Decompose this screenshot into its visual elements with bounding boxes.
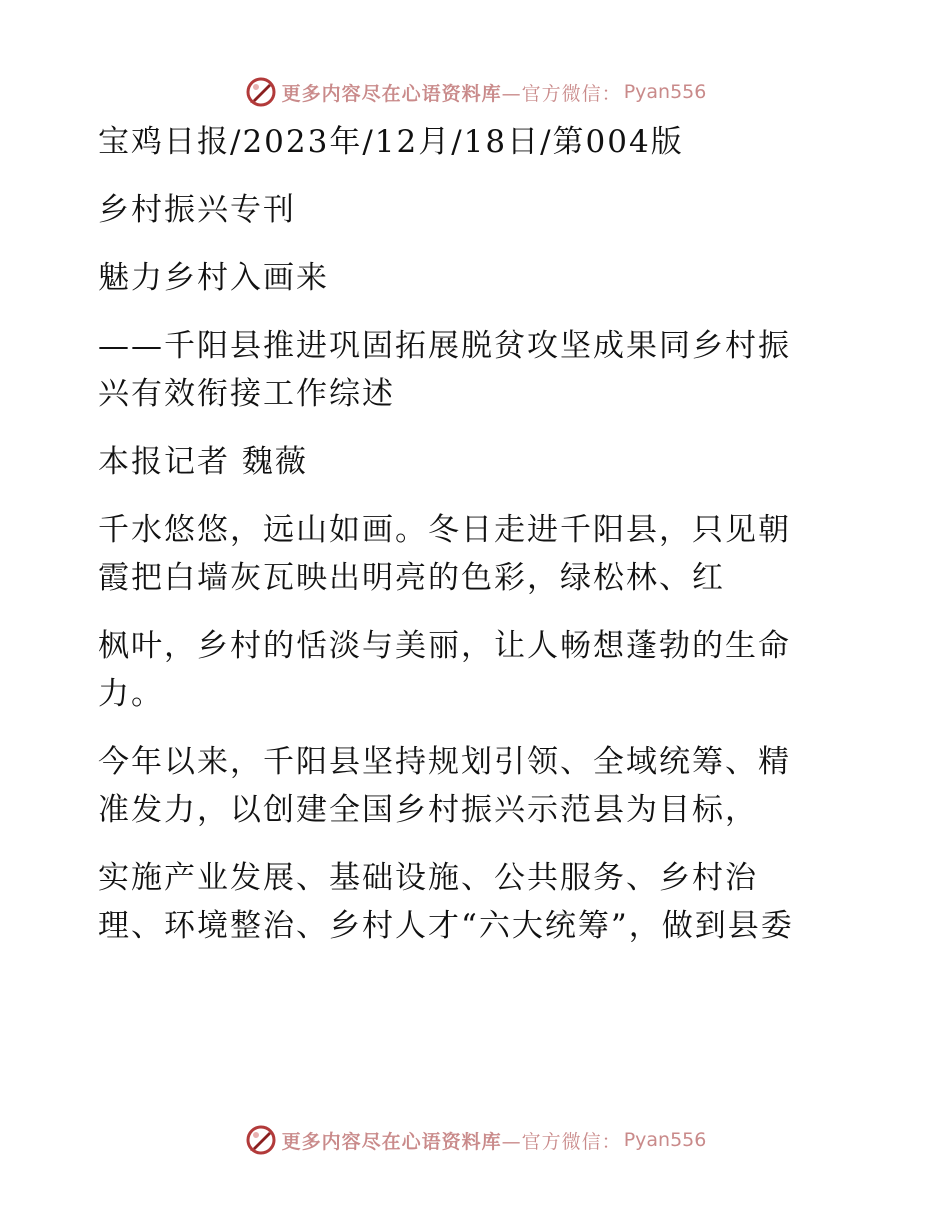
text-line: ——千阳县推进巩固拓展脱贫攻坚成果同乡村振 (98, 328, 791, 364)
watermark-wechat-id: Pyan556 (623, 1129, 707, 1151)
paragraph (98, 118, 858, 166)
text-line: 魅力乡村入画来 (98, 260, 329, 296)
paragraph (98, 506, 858, 602)
text-line: 实施产业发展、基础设施、公共服务、乡村治 (98, 860, 758, 896)
text-line: 乡村振兴专刊 (98, 192, 296, 228)
text-line: 兴有效衔接工作综述 (98, 376, 395, 412)
text-line: 宝鸡日报/2023年/12月/18日/第004版 (98, 124, 684, 160)
text-line: 理、环境整治、乡村人才“六大统筹”，做到县委 (98, 908, 794, 944)
watermark-wechat-id: Pyan556 (623, 81, 707, 103)
paragraph (98, 622, 858, 718)
watermark-title: 更多内容尽在心语资料库 (281, 1130, 502, 1153)
watermark-footer (0, 1120, 950, 1160)
pen-logo-icon (244, 75, 278, 109)
text-line: 本报记者 魏薇 (98, 444, 308, 480)
paragraph (98, 322, 858, 418)
watermark-title: 更多内容尽在心语资料库 (281, 82, 502, 105)
text-line: 力。 (98, 676, 164, 712)
text-line: 霞把白墙灰瓦映出明亮的色彩，绿松林、红 (98, 560, 725, 596)
paragraph (98, 186, 858, 234)
article-body (98, 118, 858, 970)
watermark-subtitle: —官方微信： (501, 82, 622, 105)
paragraph (98, 854, 858, 950)
watermark-subtitle: —官方微信： (501, 1130, 622, 1153)
pen-logo-icon (244, 1123, 278, 1157)
paragraph (98, 254, 858, 302)
text-line: 今年以来，千阳县坚持规划引领、全域统筹、精 (98, 744, 791, 780)
text-line: 千水悠悠，远山如画。冬日走进千阳县，只见朝 (98, 512, 791, 548)
text-line: 枫叶，乡村的恬淡与美丽，让人畅想蓬勃的生命 (98, 628, 791, 664)
paragraph (98, 738, 858, 834)
paragraph (98, 438, 858, 486)
watermark-header (0, 72, 950, 112)
text-line: 准发力，以创建全国乡村振兴示范县为目标， (98, 792, 758, 828)
